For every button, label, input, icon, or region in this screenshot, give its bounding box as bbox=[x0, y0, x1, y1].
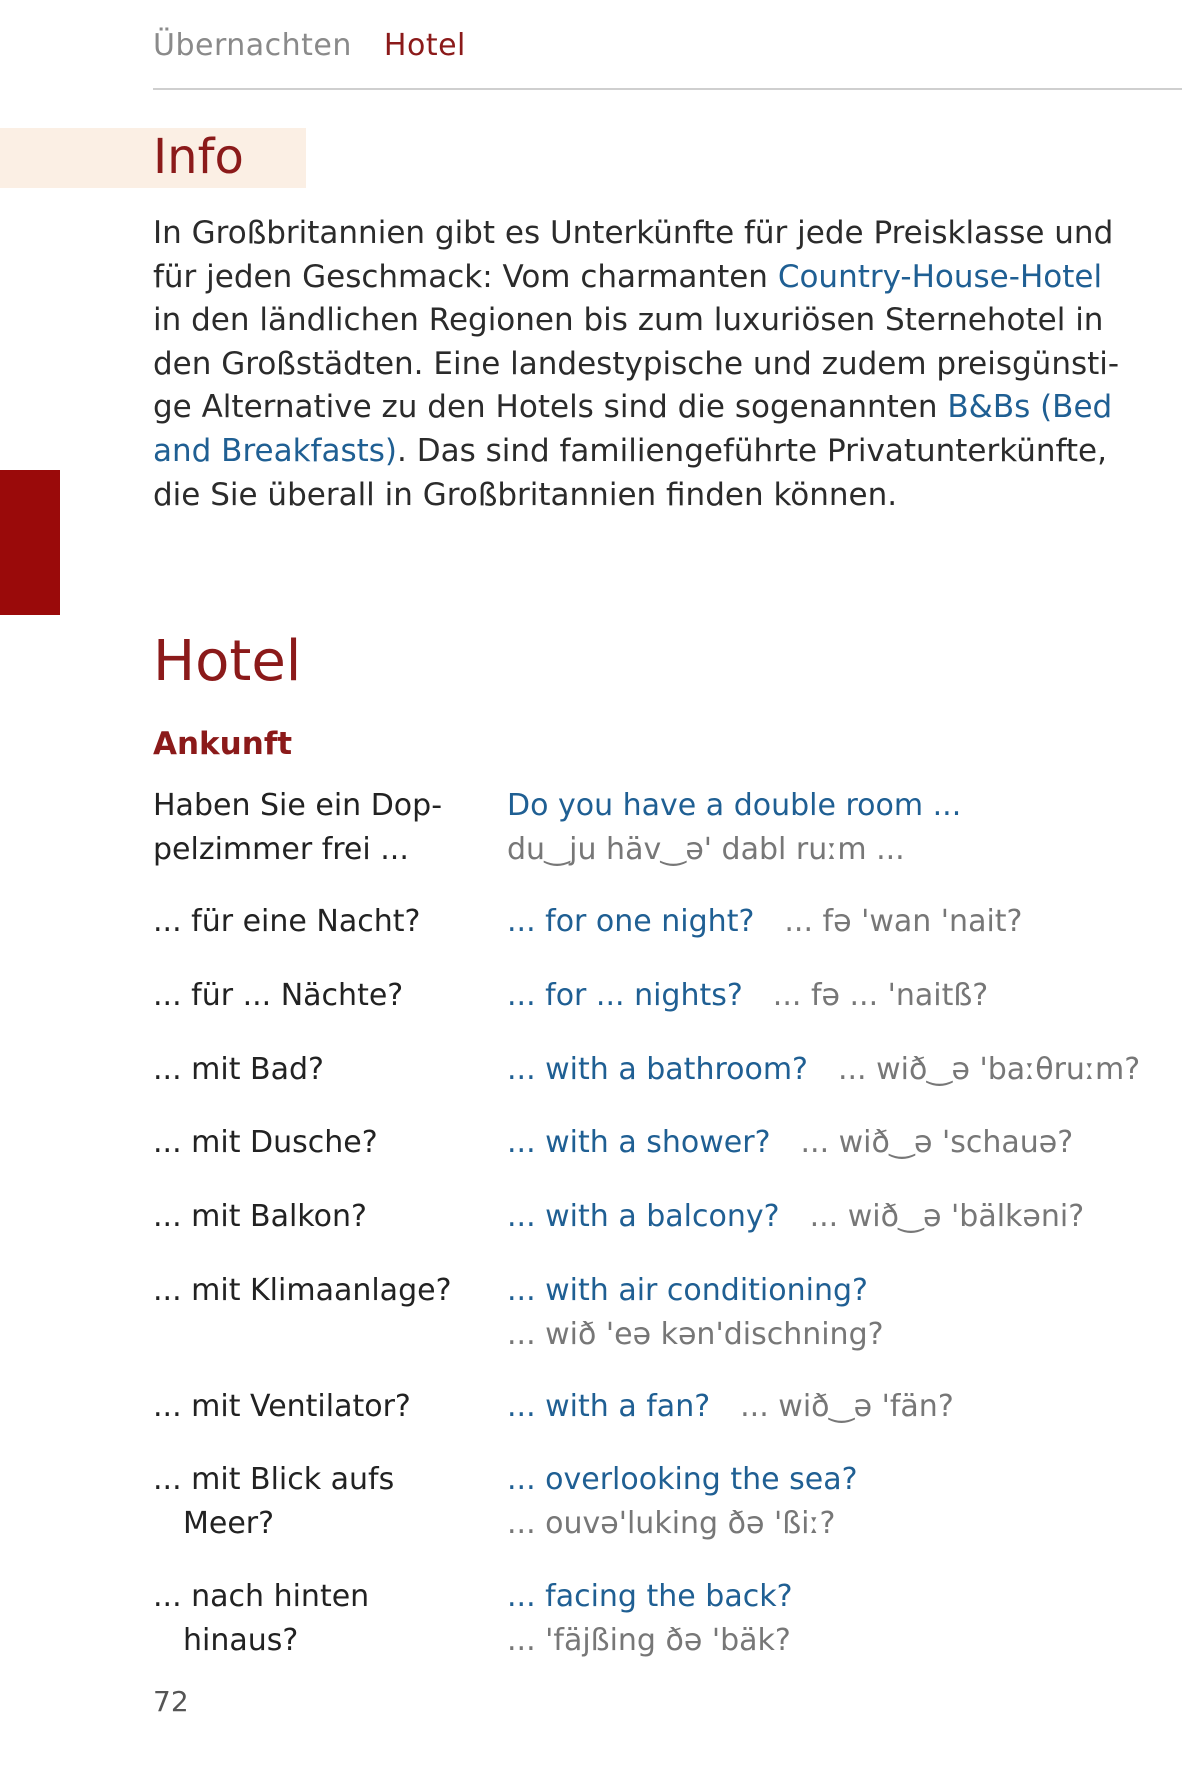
phrase-pronunciation: ... wið‿ə 'baːθruːm? bbox=[837, 1052, 1141, 1087]
phrase-english-text: ... for one night? bbox=[507, 904, 755, 939]
phrase-german bbox=[153, 900, 493, 944]
phrase-german-continuation: Meer? bbox=[183, 1505, 275, 1541]
phrase-german-line: ... mit Ventilator? bbox=[153, 1389, 411, 1424]
phrase-german bbox=[153, 1121, 493, 1165]
info-highlight-country-house-hotel: Country-House-Hotel bbox=[777, 258, 1103, 295]
phrase-english bbox=[507, 1048, 1177, 1092]
header-divider bbox=[153, 88, 1182, 90]
phrase-english bbox=[507, 1458, 1177, 1545]
info-highlight-bnb: B&Bs (Bed and Breakfasts) bbox=[153, 389, 1113, 469]
phrase-german-line: ... mit Klimaanlage? bbox=[153, 1273, 452, 1308]
phrase-pronunciation: ... fə 'wan 'nait? bbox=[784, 904, 1023, 939]
info-text-part: In Großbritannien gibt es Unterkünfte für jede Preisklasse und für jeden Geschmack: Vom charmanten bbox=[153, 215, 1114, 295]
header-chapter: Übernachten bbox=[153, 28, 352, 63]
phrase-english bbox=[507, 1269, 1177, 1356]
phrase-german bbox=[153, 784, 493, 871]
running-header bbox=[153, 28, 466, 63]
phrase-english-text: ... facing the back? bbox=[507, 1579, 793, 1614]
phrase-german-line: ... mit Blick aufs bbox=[153, 1462, 395, 1497]
phrase-english-text: Do you have a double room ... bbox=[507, 788, 962, 823]
phrase-english-text: ... for ... nights? bbox=[507, 978, 743, 1013]
phrase-german bbox=[153, 1048, 493, 1092]
phrase-german-line: ... mit Dusche? bbox=[153, 1125, 378, 1160]
phrase-german bbox=[153, 1195, 493, 1239]
phrase-english-text: ... with a bathroom? bbox=[507, 1052, 808, 1087]
phrase-english-text: ... with a balcony? bbox=[507, 1199, 780, 1234]
phrase-english-text: ... with a fan? bbox=[507, 1389, 711, 1424]
phrase-english bbox=[507, 784, 1177, 871]
phrase-german bbox=[153, 1575, 493, 1662]
phrase-english bbox=[507, 900, 1177, 944]
phrase-german-line: ... für eine Nacht? bbox=[153, 904, 421, 939]
phrase-english-text: ... with air conditioning? bbox=[507, 1273, 868, 1308]
page-number: 72 bbox=[153, 1685, 189, 1718]
phrase-english bbox=[507, 1385, 1177, 1429]
phrase-pronunciation: du‿ju häv‿ə' dabl ruːm ... bbox=[507, 831, 905, 867]
phrase-german-line: Haben Sie ein Dop- bbox=[153, 788, 443, 823]
phrase-german-line: ... nach hinten bbox=[153, 1579, 370, 1614]
phrase-pronunciation: ... wið‿ə 'bälkəni? bbox=[809, 1199, 1085, 1234]
phrase-english-text: ... with a shower? bbox=[507, 1125, 771, 1160]
header-section: Hotel bbox=[383, 28, 466, 63]
phrase-english bbox=[507, 1195, 1177, 1239]
phrase-german bbox=[153, 1458, 493, 1545]
phrase-pronunciation: ... wið 'eə kən'dischning? bbox=[507, 1316, 884, 1352]
info-text-part: in den ländlichen Regionen bis zum luxuriösen Sternehotel in den Großstädten. Eine landestypische und zudem preisgünsti-ge Alternative zu den Hotels sind die sogenannten bbox=[153, 302, 1120, 426]
phrase-pronunciation: ... wið‿ə 'fän? bbox=[740, 1389, 954, 1424]
phrase-german-line: ... für ... Nächte? bbox=[153, 978, 404, 1013]
phrase-german-line: ... mit Balkon? bbox=[153, 1199, 367, 1234]
phrase-pronunciation: ... wið‿ə 'schauə? bbox=[800, 1125, 1074, 1160]
phrase-german bbox=[153, 1385, 493, 1429]
phrase-english-text: ... overlooking the sea? bbox=[507, 1462, 858, 1497]
phrase-pronunciation: ... fə ... 'naitß? bbox=[772, 978, 989, 1013]
phrase-german-continuation: pelzimmer frei ... bbox=[153, 831, 409, 867]
chapter-tab-marker bbox=[0, 470, 60, 615]
phrase-german-line: ... mit Bad? bbox=[153, 1052, 324, 1087]
info-text-part: . Das sind familiengeführte Privatunterkünfte, die Sie überall in Großbritannien finden können. bbox=[153, 432, 1107, 513]
info-paragraph bbox=[153, 212, 1128, 517]
subsection-title: Ankunft bbox=[153, 726, 293, 762]
phrase-english bbox=[507, 1121, 1177, 1165]
info-title: Info bbox=[153, 129, 244, 185]
phrase-pronunciation: ... 'fäjßing ðə 'bäk? bbox=[507, 1622, 791, 1658]
phrase-pronunciation: ... ouvə'luking ðə 'ßiː? bbox=[507, 1505, 836, 1541]
phrase-english bbox=[507, 974, 1177, 1018]
phrase-german bbox=[153, 1269, 493, 1313]
phrase-german-continuation: hinaus? bbox=[183, 1622, 299, 1658]
phrase-english bbox=[507, 1575, 1177, 1662]
section-title: Hotel bbox=[153, 629, 302, 694]
phrase-german bbox=[153, 974, 493, 1018]
